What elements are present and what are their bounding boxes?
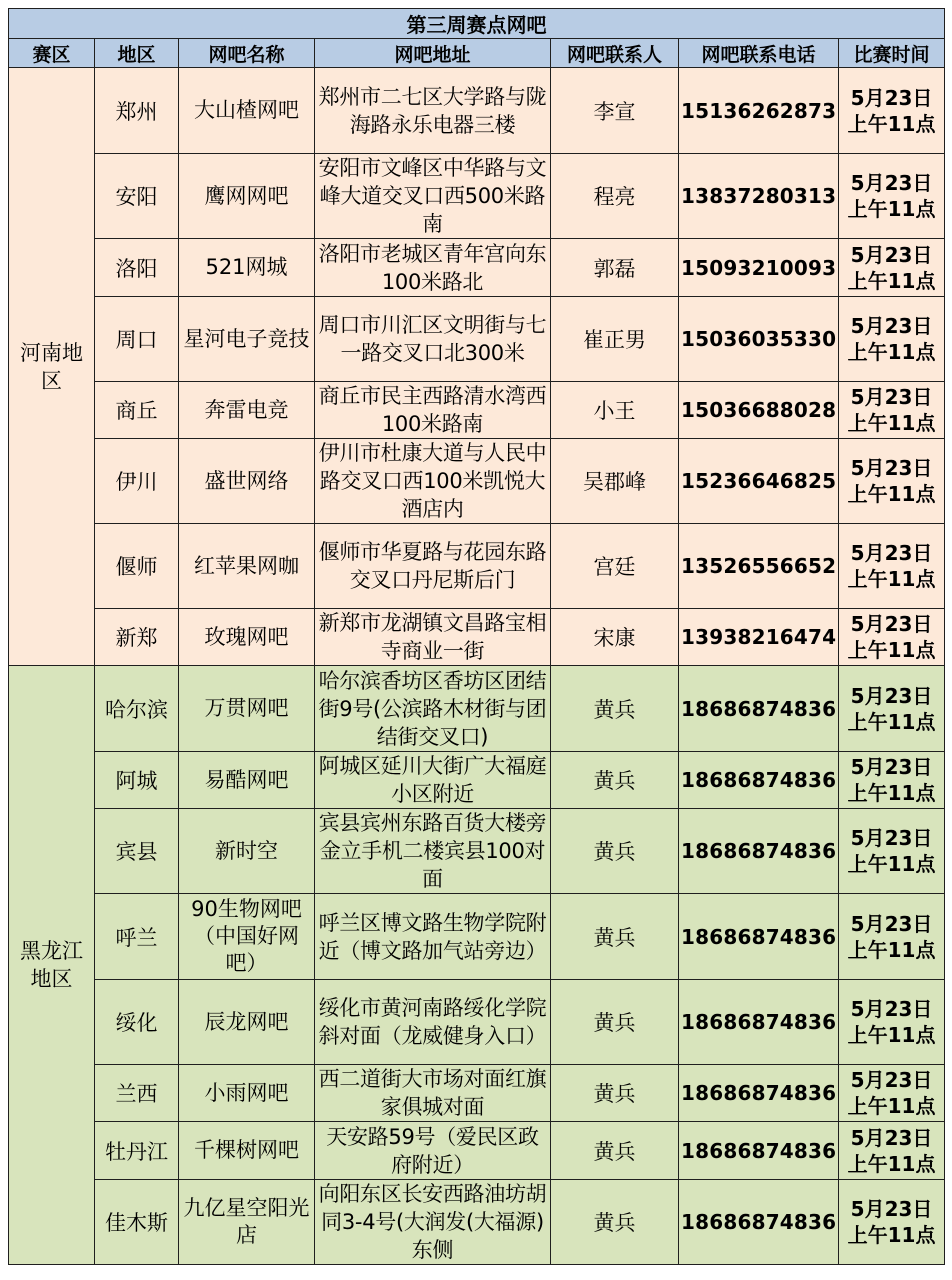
contact-cell: 郭磊 [551, 239, 679, 297]
table-title: 第三周赛点网吧 [9, 9, 945, 39]
match-date: 5月23日 [850, 456, 933, 480]
city-cell: 绥化 [95, 980, 179, 1065]
title-row [9, 9, 945, 39]
address-cell: 商丘市民主西路清水湾西100米路南 [315, 382, 551, 439]
match-time-cell [839, 609, 945, 666]
match-time-cell [839, 297, 945, 382]
city-cell: 新郑 [95, 609, 179, 666]
match-hour: 上午11点 [847, 340, 936, 364]
match-date: 5月23日 [850, 755, 933, 779]
table-row [9, 239, 945, 297]
match-hour: 上午11点 [847, 197, 936, 221]
city-cell: 佳木斯 [95, 1180, 179, 1265]
match-date: 5月23日 [850, 541, 933, 565]
match-hour: 上午11点 [847, 1023, 936, 1047]
contact-cell: 黄兵 [551, 1122, 679, 1180]
city-cell: 郑州 [95, 68, 179, 154]
netbar-schedule-table [8, 8, 945, 1265]
header-match-time: 比赛时间 [839, 39, 945, 68]
match-date: 5月23日 [850, 911, 933, 936]
netbar-name-cell: 红苹果网咖 [179, 524, 315, 609]
contact-cell: 黄兵 [551, 894, 679, 980]
table-row [9, 609, 945, 666]
match-time-cell [839, 980, 945, 1065]
contact-cell: 黄兵 [551, 666, 679, 752]
address-cell: 天安路59号（爱民区政府附近） [315, 1122, 551, 1180]
contact-cell: 黄兵 [551, 980, 679, 1065]
match-time-cell [839, 524, 945, 609]
phone-cell: 15136262873 [679, 68, 839, 154]
match-hour: 上午11点 [847, 567, 936, 591]
contact-cell: 程亮 [551, 154, 679, 239]
phone-cell: 18686874836 [679, 1122, 839, 1180]
address-cell: 伊川市杜康大道与人民中路交叉口西100米凯悦大酒店内 [315, 439, 551, 524]
city-cell: 哈尔滨 [95, 666, 179, 752]
city-cell: 伊川 [95, 439, 179, 524]
netbar-name-cell: 90生物网吧（中国好网吧） [179, 894, 315, 980]
city-cell: 呼兰 [95, 894, 179, 980]
match-time-cell [839, 239, 945, 297]
address-cell: 哈尔滨香坊区香坊区团结街9号(公滨路木材街与团结街交叉口) [315, 666, 551, 752]
netbar-name-cell: 小雨网吧 [179, 1065, 315, 1122]
match-time-cell [839, 1122, 945, 1180]
city-cell: 安阳 [95, 154, 179, 239]
city-cell: 宾县 [95, 809, 179, 894]
phone-cell: 13526556652 [679, 524, 839, 609]
address-cell: 周口市川汇区文明街与七一路交叉口北300米 [315, 297, 551, 382]
city-cell: 周口 [95, 297, 179, 382]
city-cell: 牡丹江 [95, 1122, 179, 1180]
match-time-cell [839, 1180, 945, 1265]
match-date: 5月23日 [850, 171, 933, 195]
address-cell: 阿城区延川大街广大福庭小区附近 [315, 752, 551, 809]
address-cell: 安阳市文峰区中华路与文峰大道交叉口西500米路南 [315, 154, 551, 239]
netbar-name-cell: 奔雷电竞 [179, 382, 315, 439]
table-row [9, 894, 945, 980]
city-cell: 洛阳 [95, 239, 179, 297]
match-hour: 上午11点 [847, 268, 936, 293]
match-hour: 上午11点 [847, 111, 936, 136]
region-cell: 黑龙江地区 [9, 666, 95, 1265]
contact-cell: 黄兵 [551, 1180, 679, 1265]
contact-cell: 黄兵 [551, 1065, 679, 1122]
match-hour: 上午11点 [847, 411, 936, 435]
region-cell: 河南地区 [9, 68, 95, 666]
match-date: 5月23日 [850, 1068, 933, 1092]
city-cell: 商丘 [95, 382, 179, 439]
phone-cell: 18686874836 [679, 1180, 839, 1265]
match-hour: 上午11点 [847, 852, 936, 876]
table-row [9, 297, 945, 382]
phone-cell: 18686874836 [679, 980, 839, 1065]
match-date: 5月23日 [850, 612, 933, 636]
match-hour: 上午11点 [847, 937, 936, 962]
table-row [9, 980, 945, 1065]
match-hour: 上午11点 [847, 709, 936, 734]
contact-cell: 吴郡峰 [551, 439, 679, 524]
phone-cell: 15036035330 [679, 297, 839, 382]
table-row [9, 752, 945, 809]
contact-cell: 黄兵 [551, 809, 679, 894]
city-cell: 兰西 [95, 1065, 179, 1122]
table-body [9, 68, 945, 1265]
match-time-cell [839, 68, 945, 154]
address-cell: 宾县宾州东路百货大楼旁金立手机二楼宾县100对面 [315, 809, 551, 894]
city-cell: 阿城 [95, 752, 179, 809]
netbar-name-cell: 辰龙网吧 [179, 980, 315, 1065]
header-netbar-name: 网吧名称 [179, 39, 315, 68]
match-date: 5月23日 [850, 85, 933, 110]
address-cell: 绥化市黄河南路绥化学院斜对面（龙威健身入口） [315, 980, 551, 1065]
contact-cell: 宋康 [551, 609, 679, 666]
phone-cell: 15236646825 [679, 439, 839, 524]
header-contact: 网吧联系人 [551, 39, 679, 68]
phone-cell: 15036688028 [679, 382, 839, 439]
address-cell: 新郑市龙湖镇文昌路宝相寺商业一街 [315, 609, 551, 666]
table-row [9, 68, 945, 154]
address-cell: 西二道街大市场对面红旗家俱城对面 [315, 1065, 551, 1122]
phone-cell: 13837280313 [679, 154, 839, 239]
netbar-name-cell: 千棵树网吧 [179, 1122, 315, 1180]
netbar-name-cell: 盛世网络 [179, 439, 315, 524]
header-phone: 网吧联系电话 [679, 39, 839, 68]
table-row [9, 1180, 945, 1265]
match-date: 5月23日 [850, 997, 933, 1021]
match-time-cell [839, 809, 945, 894]
address-cell: 偃师市华夏路与花园东路交叉口丹尼斯后门 [315, 524, 551, 609]
match-date: 5月23日 [850, 385, 933, 409]
netbar-name-cell: 521网城 [179, 239, 315, 297]
match-hour: 上午11点 [847, 1094, 936, 1118]
match-date: 5月23日 [850, 1125, 933, 1150]
table-row [9, 1122, 945, 1180]
match-hour: 上午11点 [847, 482, 936, 506]
table-row [9, 1065, 945, 1122]
netbar-name-cell: 大山楂网吧 [179, 68, 315, 154]
phone-cell: 18686874836 [679, 752, 839, 809]
table-row [9, 154, 945, 239]
header-row [9, 39, 945, 68]
match-hour: 上午11点 [847, 1223, 936, 1247]
phone-cell: 13938216474 [679, 609, 839, 666]
match-date: 5月23日 [850, 314, 933, 338]
netbar-name-cell: 易酷网吧 [179, 752, 315, 809]
match-time-cell [839, 382, 945, 439]
address-cell: 郑州市二七区大学路与陇海路永乐电器三楼 [315, 68, 551, 154]
phone-cell: 18686874836 [679, 809, 839, 894]
phone-cell: 18686874836 [679, 894, 839, 980]
match-time-cell [839, 666, 945, 752]
match-date: 5月23日 [850, 1197, 933, 1221]
address-cell: 向阳东区长安西路油坊胡同3-4号(大润发(大福源)东侧 [315, 1180, 551, 1265]
table-row [9, 524, 945, 609]
netbar-name-cell: 鹰网网吧 [179, 154, 315, 239]
header-city: 地区 [95, 39, 179, 68]
contact-cell: 黄兵 [551, 752, 679, 809]
table-row [9, 382, 945, 439]
netbar-name-cell: 玫瑰网吧 [179, 609, 315, 666]
phone-cell: 18686874836 [679, 1065, 839, 1122]
match-time-cell [839, 154, 945, 239]
contact-cell: 宫廷 [551, 524, 679, 609]
match-time-cell [839, 439, 945, 524]
contact-cell: 小王 [551, 382, 679, 439]
phone-cell: 15093210093 [679, 239, 839, 297]
table-row [9, 809, 945, 894]
table-row [9, 439, 945, 524]
match-time-cell [839, 752, 945, 809]
netbar-name-cell: 星河电子竞技 [179, 297, 315, 382]
city-cell: 偃师 [95, 524, 179, 609]
netbar-name-cell: 新时空 [179, 809, 315, 894]
match-date: 5月23日 [850, 826, 933, 850]
contact-cell: 崔正男 [551, 297, 679, 382]
match-time-cell [839, 1065, 945, 1122]
contact-cell: 李宣 [551, 68, 679, 154]
phone-cell: 18686874836 [679, 666, 839, 752]
match-time-cell [839, 894, 945, 980]
match-hour: 上午11点 [847, 1151, 936, 1176]
netbar-name-cell: 九亿星空阳光店 [179, 1180, 315, 1265]
address-cell: 呼兰区博文路生物学院附近（博文路加气站旁边） [315, 894, 551, 980]
match-date: 5月23日 [850, 242, 933, 267]
address-cell: 洛阳市老城区青年宫向东100米路北 [315, 239, 551, 297]
header-netbar-address: 网吧地址 [315, 39, 551, 68]
header-region: 赛区 [9, 39, 95, 68]
match-hour: 上午11点 [847, 638, 936, 662]
match-date: 5月23日 [850, 683, 933, 708]
match-hour: 上午11点 [847, 781, 936, 805]
netbar-name-cell: 万贯网吧 [179, 666, 315, 752]
table-row [9, 666, 945, 752]
